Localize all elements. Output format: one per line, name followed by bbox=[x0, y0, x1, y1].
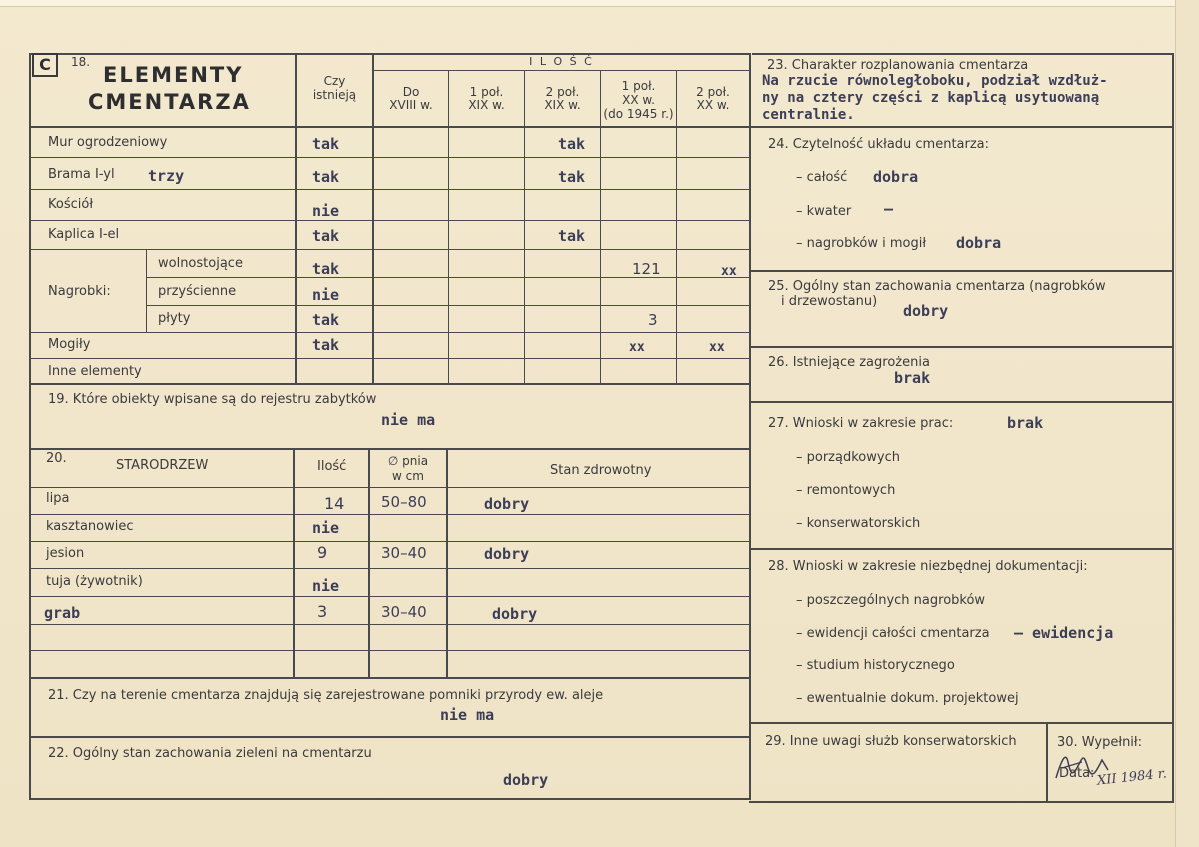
s18-row-label-inne: Inne elementy bbox=[48, 364, 142, 379]
s18-row-label-wolnostojace: wolnostojące bbox=[158, 256, 243, 271]
s18-czy-przyscienne: nie bbox=[312, 286, 340, 304]
s18-row-line-3 bbox=[29, 220, 749, 221]
s27-label: 27. Wnioski w zakresie prac: bbox=[768, 416, 954, 431]
s28-item-nagrobkow: – poszczególnych nagrobków bbox=[796, 593, 986, 608]
s30-data-label: Data: bbox=[1059, 766, 1095, 781]
s21-label: 21. Czy na terenie cmentarza znajdują się zarejestrowane pomniki przyrody ew. aleje bbox=[48, 688, 604, 703]
s18-col-line-2 bbox=[524, 71, 525, 383]
s20-row-line-6 bbox=[29, 650, 749, 651]
s21-bottom-line bbox=[29, 736, 749, 738]
s20-header-bottom bbox=[29, 487, 749, 488]
s18-col-line-1 bbox=[448, 71, 449, 383]
s18-number: 18. bbox=[71, 55, 91, 69]
s18-kaplica-2pol-xix: tak bbox=[558, 227, 586, 245]
s23-bottom-line bbox=[749, 126, 1174, 128]
s18-czy-kosciol: nie bbox=[312, 202, 340, 220]
s28-item-ewidencji: – ewidencji całości cmentarza bbox=[796, 626, 990, 641]
s18-title-line-1: ELEMENTY bbox=[103, 63, 244, 87]
s20-row-ilosc-3: 9 bbox=[317, 543, 328, 562]
s20-row-line-5 bbox=[29, 624, 749, 625]
s18-row-label-kaplica: Kaplica I-el bbox=[48, 227, 120, 242]
s18-col-1-line-2: XVIII w. bbox=[389, 98, 433, 112]
s24-value-calosc: dobra bbox=[873, 168, 919, 186]
s20-row-name-1: lipa bbox=[46, 491, 70, 506]
s20-row-pnia-3: 30–40 bbox=[381, 544, 427, 562]
s18-wolnostojace-2pol-xx: xx bbox=[721, 264, 737, 279]
s29-s30-divider bbox=[1046, 723, 1048, 801]
s20-row-ilosc-1: 14 bbox=[324, 494, 345, 513]
s18-wolnostojace-1pol-xx: 121 bbox=[632, 260, 661, 278]
s20-bottom-line bbox=[29, 677, 749, 679]
s27-item-konserwatorskich: – konserwatorskich bbox=[796, 516, 921, 531]
s18-czy-mogily: tak bbox=[312, 336, 340, 354]
s18-plyty-1pol-xx: 3 bbox=[648, 311, 658, 329]
s18-mogily-1pol-xx: xx bbox=[629, 340, 645, 355]
s24-item-nagrobkow: – nagrobków i mogił bbox=[796, 236, 927, 251]
s20-ilosc-col-line bbox=[368, 449, 370, 677]
s26-label: 26. Istniejące zagrożenia bbox=[768, 355, 930, 370]
s18-col-4-line-2: XX w. bbox=[622, 93, 655, 107]
s28-bottom-line bbox=[749, 722, 1174, 724]
s20-row-name-4: tuja (żywotnik) bbox=[46, 574, 143, 589]
s20-row-line-3 bbox=[29, 568, 749, 569]
s20-pnia-col-line bbox=[446, 449, 448, 677]
frame-middle bbox=[749, 53, 751, 799]
card-top-edge bbox=[0, 0, 1199, 7]
s18-col-czy-line-2: istnieją bbox=[312, 88, 357, 102]
s20-row-ilosc-5: 3 bbox=[317, 602, 328, 621]
s23-value-line-3: centralnie. bbox=[762, 107, 855, 123]
s18-col-3-line-1: 2 poł. bbox=[545, 85, 580, 99]
s18-col-4-line-1: 1 poł. bbox=[621, 79, 656, 93]
s20-row-stan-5: dobry bbox=[492, 605, 538, 623]
s18-ilosc-line bbox=[372, 70, 749, 71]
s20-col-pnia-line-2: w cm bbox=[392, 469, 424, 483]
s18-czy-plyty: tak bbox=[312, 311, 340, 329]
s18-row-label-mogily: Mogiły bbox=[48, 337, 91, 352]
s18-mur-2pol-xix: tak bbox=[558, 135, 586, 153]
s25-bottom-line bbox=[749, 346, 1174, 348]
s20-col-pnia-line-1: ∅ pnia bbox=[387, 454, 429, 468]
s24-item-kwater: – kwater bbox=[796, 204, 852, 219]
s19-label: 19. Które obiekty wpisane są do rejestru zabytków bbox=[48, 392, 377, 407]
section-letter-box: C bbox=[32, 53, 58, 77]
s23-label: 23. Charakter rozplanowania cmentarza bbox=[767, 58, 1029, 73]
s18-ilosc-header: I L O Ś Ć bbox=[529, 55, 594, 68]
s18-czy-mur: tak bbox=[312, 135, 340, 153]
s30-date-value: XII 1984 r. bbox=[1096, 766, 1168, 789]
s22-value: dobry bbox=[503, 771, 549, 789]
s27-bottom-line bbox=[749, 548, 1174, 550]
s18-col-5-line-1: 2 poł. bbox=[696, 85, 730, 99]
s20-row-name-2: kasztanowiec bbox=[46, 519, 134, 534]
s20-row-name-3: jesion bbox=[46, 546, 85, 561]
s18-label-col-line bbox=[295, 53, 297, 383]
s18-col-3-line-2: XIX w. bbox=[544, 98, 581, 112]
s20-col-ilosc: Ilość bbox=[317, 459, 347, 474]
s27-item-porzadkowych: – porządkowych bbox=[796, 450, 900, 465]
s18-header-bottom bbox=[29, 126, 749, 128]
s18-row-label-kosciol: Kościół bbox=[48, 197, 94, 212]
s20-col-stan: Stan zdrowotny bbox=[550, 463, 652, 478]
s18-col-line-4 bbox=[676, 71, 677, 383]
s25-label-line-2: i drzewostanu) bbox=[781, 294, 878, 309]
s24-bottom-line bbox=[749, 270, 1174, 272]
s18-col-4-line-3: (do 1945 r.) bbox=[603, 107, 674, 121]
s18-col-2-line-2: XIX w. bbox=[468, 98, 505, 112]
frame-left bbox=[29, 53, 31, 799]
s18-row-label-plyty: płyty bbox=[158, 311, 191, 326]
s20-row-line-2 bbox=[29, 541, 749, 542]
s20-row-ilosc-4: nie bbox=[312, 577, 340, 595]
s20-name-col-line bbox=[293, 449, 295, 677]
s18-czy-kaplica: tak bbox=[312, 227, 340, 245]
s18-col-2-line-1: 1 poł. bbox=[469, 85, 504, 99]
s28-value-ewidencja: – ewidencja bbox=[1014, 624, 1114, 642]
frame-right bbox=[1172, 53, 1174, 802]
s18-nagrobki-line bbox=[146, 249, 147, 332]
s20-number: 20. bbox=[46, 451, 67, 466]
s21-value: nie ma bbox=[440, 706, 495, 724]
s20-row-pnia-1: 50–80 bbox=[381, 493, 427, 511]
s20-row-ilosc-2: nie bbox=[312, 519, 340, 537]
s18-col-5-line-2: XX w. bbox=[696, 98, 730, 112]
s30-label: 30. Wypełnił: bbox=[1057, 735, 1142, 750]
s18-czy-brama: tak bbox=[312, 168, 340, 186]
s18-row-line-4 bbox=[29, 249, 749, 250]
s18-col-1-line-1: Do bbox=[402, 85, 420, 99]
s24-item-calosc: – całość bbox=[796, 170, 848, 185]
s24-value-kwater: – bbox=[884, 200, 894, 218]
s19-value: nie ma bbox=[381, 411, 436, 429]
s20-row-stan-1: dobry bbox=[484, 495, 530, 513]
s20-row-stan-3: dobry bbox=[484, 545, 530, 563]
s18-row-line-1 bbox=[29, 157, 749, 158]
s18-mogily-2pol-xx: xx bbox=[709, 340, 725, 355]
frame-bottom-left bbox=[29, 798, 751, 800]
s27-item-remontowych: – remontowych bbox=[796, 483, 896, 498]
s29-label: 29. Inne uwagi służb konserwatorskich bbox=[765, 734, 1017, 749]
s18-row-line-8 bbox=[29, 358, 749, 359]
s24-label: 24. Czytelność układu cmentarza: bbox=[768, 137, 990, 152]
s20-title: STARODRZEW bbox=[116, 458, 209, 473]
s22-label: 22. Ogólny stan zachowania zieleni na cmentarzu bbox=[48, 746, 372, 761]
s24-value-nagrobkow: dobra bbox=[956, 234, 1002, 252]
s25-value: dobry bbox=[903, 302, 949, 320]
s18-brama-count: trzy bbox=[148, 167, 185, 185]
s20-row-name-5: grab bbox=[44, 604, 81, 622]
s18-row-line-6 bbox=[146, 305, 749, 306]
s28-item-studium: – studium historycznego bbox=[796, 658, 955, 673]
s20-row-pnia-5: 30–40 bbox=[381, 603, 427, 621]
s18-row-label-mur: Mur ogrodzeniowy bbox=[48, 135, 168, 150]
s23-value-line-1: Na rzucie równoległoboku, podział wzdłuż- bbox=[762, 73, 1108, 89]
s18-col-czy-line-1: Czy bbox=[323, 74, 346, 88]
frame-bottom-right bbox=[749, 801, 1174, 803]
s28-label: 28. Wnioski w zakresie niezbędnej dokumentacji: bbox=[768, 559, 1088, 574]
s20-row-line-4 bbox=[29, 596, 749, 597]
s27-value: brak bbox=[1007, 414, 1044, 432]
s18-title-line-2: CMENTARZA bbox=[88, 90, 251, 114]
s18-nagrobki-label: Nagrobki: bbox=[48, 284, 111, 299]
frame-top-right bbox=[752, 53, 1172, 55]
s26-bottom-line bbox=[749, 401, 1174, 403]
s18-row-label-brama: Brama I-yl bbox=[48, 167, 115, 182]
s18-row-label-przyscienne: przyścienne bbox=[158, 284, 237, 299]
s19-bottom-line bbox=[29, 448, 749, 450]
s18-bottom-line bbox=[29, 383, 749, 385]
card-right-edge bbox=[1175, 0, 1199, 847]
s18-row-line-7 bbox=[29, 332, 749, 333]
s25-label-line-1: 25. Ogólny stan zachowania cmentarza (nagrobków bbox=[768, 279, 1106, 294]
s18-czy-wolnostojace: tak bbox=[312, 260, 340, 278]
s18-row-line-2 bbox=[29, 189, 749, 190]
s28-item-projektowej: – ewentualnie dokum. projektowej bbox=[796, 691, 1019, 706]
s26-value: brak bbox=[894, 369, 931, 387]
s18-brama-2pol-xix: tak bbox=[558, 168, 586, 186]
s23-value-line-2: ny na cztery części z kaplicą usytuowaną bbox=[762, 90, 1100, 106]
s20-row-line-1 bbox=[29, 514, 749, 515]
